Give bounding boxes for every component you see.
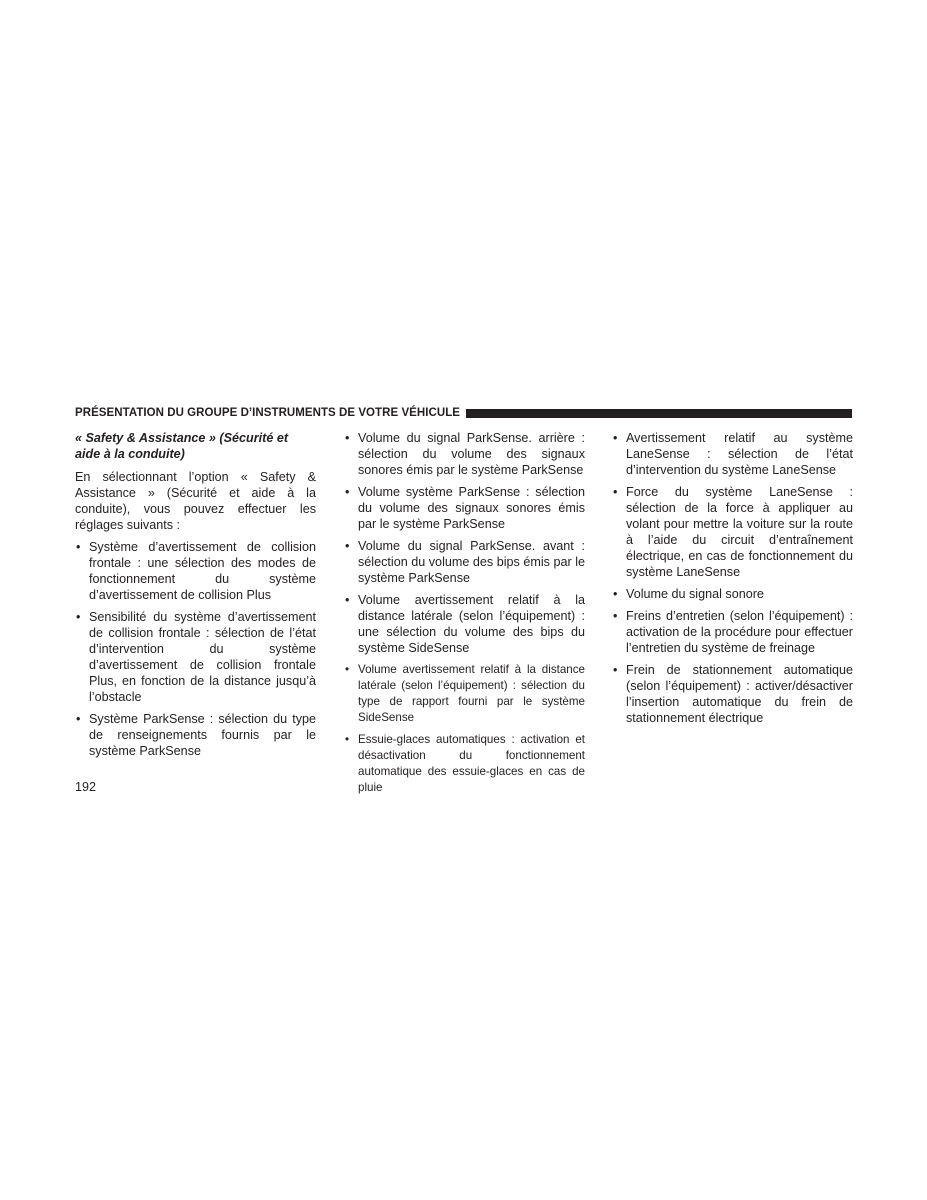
header-rule [466, 409, 852, 418]
column-2 [344, 430, 585, 802]
list-item: • Freins d’entretien (selon l’équipement) : activation de la procédure pour effectuer l’entretien du système de freinage [612, 608, 853, 656]
list-item: • Système ParkSense : sélection du type de renseignements fournis par le système ParkSense [75, 711, 316, 759]
subsection-title-line-1: « Safety & Assistance » (Sécurité et [75, 431, 289, 445]
list-item: • Volume du signal ParkSense. avant : sélection du volume des bips émis par le système ParkSense [344, 538, 585, 586]
list-item: • Système d’avertissement de collision frontale : une sélection des modes de fonctionnement du système d’avertissement de collision Plus [75, 539, 316, 603]
column-3 [612, 430, 853, 732]
list-item: • Essuie-glaces automatiques : activation et désactivation du fonctionnement automatique des essuie-glaces en cas de pluie [344, 732, 585, 796]
list-item: • Volume du signal sonore [612, 586, 853, 602]
subsection-title [75, 430, 316, 462]
section-header [75, 405, 852, 421]
list-item: • Volume avertissement relatif à la distance latérale (selon l’équipement) : une sélection du volume des bips du système SideSense [344, 592, 585, 656]
list-item: • Frein de stationnement automatique (selon l’équipement) : activer/désactiver l’insertion automatique du frein de stationnement électrique [612, 662, 853, 726]
list-item: • Avertissement relatif au système LaneSense : sélection de l’état d’intervention du système LaneSense [612, 430, 853, 478]
list-item: • Volume système ParkSense : sélection du volume des signaux sonores émis par le système ParkSense [344, 484, 585, 532]
list-item: • Volume du signal ParkSense. arrière : sélection du volume des signaux sonores émis par le système ParkSense [344, 430, 585, 478]
settings-list-1 [75, 539, 316, 759]
list-item: • Volume avertissement relatif à la distance latérale (selon l’équipement) : sélection du type de rapport fourni par le système SideSense [344, 662, 585, 726]
list-item: • Sensibilité du système d’avertissement de collision frontale : sélection de l’état d’intervention du système d’avertissement de collision frontale Plus, en fonction de la distance jusqu’à l’obstacle [75, 609, 316, 705]
page-number: 192 [75, 780, 97, 794]
intro-paragraph: En sélectionnant l’option « Safety & Assistance » (Sécurité et aide à la conduite), vous pouvez effectuer les réglages suivants : [75, 470, 316, 532]
column-1 [75, 430, 316, 765]
subsection-title-line-2: aide à la conduite) [75, 447, 185, 461]
settings-list-2 [344, 430, 585, 796]
settings-list-3 [612, 430, 853, 726]
list-item: • Force du système LaneSense : sélection de la force à appliquer au volant pour mettre la voiture sur la route à l’aide du circuit d’entraînement électrique, en cas de fonctionnement du système LaneSense [612, 484, 853, 580]
section-title: PRÉSENTATION DU GROUPE D’INSTRUMENTS DE VOTRE VÉHICULE [75, 407, 460, 419]
